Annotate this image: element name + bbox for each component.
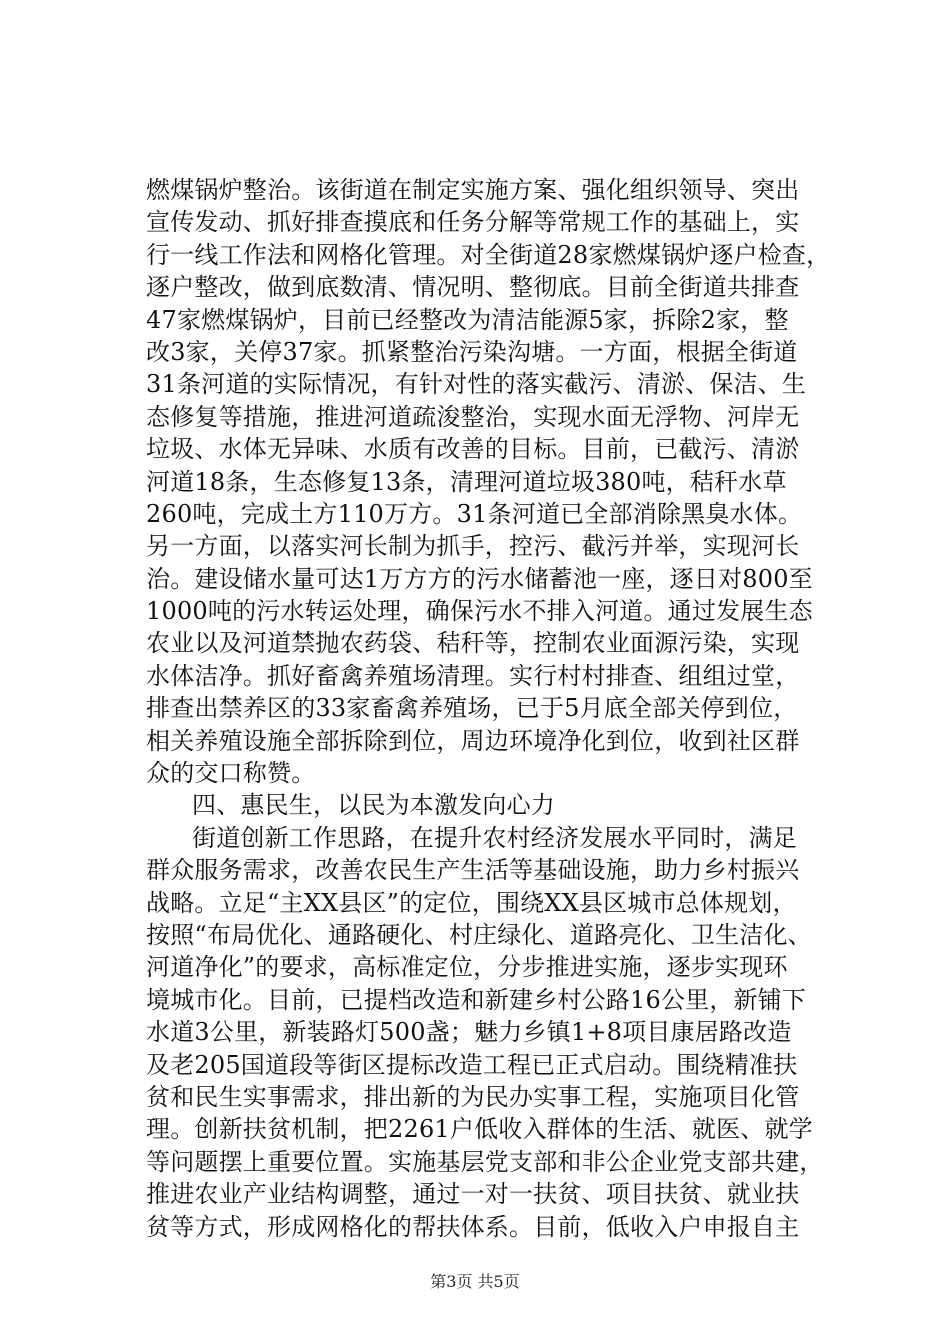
text-line: 等问题摆上重要位置。实施基层党支部和非公企业党支部共建，	[146, 1147, 824, 1176]
text-line: 街道创新工作思路，在提升农村经济发展水平同时，满足	[192, 823, 797, 852]
text-line: 农业以及河道禁抛农药袋、秸秆等，控制农业面源污染，实现	[146, 629, 800, 658]
text-line: 四、惠民生，以民为本激发向心力	[192, 791, 555, 820]
text-line: 宣传发动、抓好排查摸底和任务分解等常规工作的基础上，实	[146, 208, 800, 237]
text-line: 另一方面，以落实河长制为抓手，控污、截污并举，实现河长	[146, 532, 800, 561]
text-line: 排查出禁养区的33家畜禽养殖场，已于5月底全部关停到位，	[146, 694, 798, 723]
text-line: 及老205国道段等街区提标改造工程已正式启动。围绕精准扶	[146, 1050, 798, 1079]
text-line: 河道净化”的要求，高标准定位，分步推进实施，逐步实现环	[146, 953, 788, 982]
text-line: 境城市化。目前，已提档改造和新建乡村公路16公里，新铺下	[146, 985, 807, 1014]
text-line: 相关养殖设施全部拆除到位，周边环境净化到位，收到社区群	[146, 726, 800, 755]
text-line: 贫和民生实事需求，排出新的为民办实事工程，实施项目化管	[146, 1082, 800, 1111]
text-line: 河道18条，生态修复13条，清理河道垃圾380吨，秸秆水草	[146, 467, 787, 496]
text-line: 1000吨的污水转运处理，确保污水不排入河道。通过发展生态	[146, 597, 813, 626]
text-line: 贫等方式，形成网格化的帮扶体系。目前，低收入户申报自主	[146, 1212, 800, 1241]
page-footer: 第3页 共5页	[430, 1272, 520, 1291]
text-line: 战略。立足“主XX县区”的定位，围绕XX县区城市总体规划，	[146, 888, 797, 917]
text-line: 260吨，完成土方110万方。31条河道已全部消除黑臭水体。	[146, 499, 803, 528]
text-line: 47家燃煤锅炉，目前已经整改为清洁能源5家，拆除2家，整	[146, 305, 789, 334]
text-line: 燃煤锅炉整治。该街道在制定实施方案、强化组织领导、突出	[146, 176, 800, 204]
text-line: 态修复等措施，推进河道疏浚整治，实现水面无浮物、河岸无	[146, 402, 800, 431]
text-line: 垃圾、水体无异味、水质有改善的目标。目前，已截污、清淤	[146, 435, 800, 464]
text-line: 治。建设储水量可达1万方方的污水储蓄池一座，逐日对800至	[146, 564, 813, 593]
text-line: 31条河道的实际情况，有针对性的落实截污、清淤、保洁、生	[146, 370, 807, 399]
text-line: 水体洁净。抓好畜禽养殖场清理。实行村村排查、组组过堂，	[146, 661, 800, 690]
text-line: 水道3公里，新装路灯500盏；魅力乡镇1+8项目康居路改造	[146, 1018, 792, 1047]
text-line: 理。创新扶贫机制，把2261户低收入群体的生活、就医、就学	[146, 1115, 813, 1144]
text-line: 逐户整改，做到底数清、情况明、整彻底。目前全街道共排查	[146, 273, 800, 302]
text-line: 众的交口称赞。	[146, 759, 316, 788]
text-line: 按照“布局优化、通路硬化、村庄绿化、道路亮化、卫生洁化、	[146, 920, 812, 949]
text-line: 推进农业产业结构调整，通过一对一扶贫、项目扶贫、就业扶	[146, 1180, 800, 1209]
document-body	[146, 174, 836, 1243]
text-line: 改3家，关停37家。抓紧整治污染沟塘。一方面，根据全街道	[146, 337, 798, 366]
text-line: 群众服务需求，改善农民生产生活等基础设施，助力乡村振兴	[146, 856, 800, 885]
text-line: 行一线工作法和网格化管理。对全街道28家燃煤锅炉逐户检查，	[146, 240, 831, 269]
